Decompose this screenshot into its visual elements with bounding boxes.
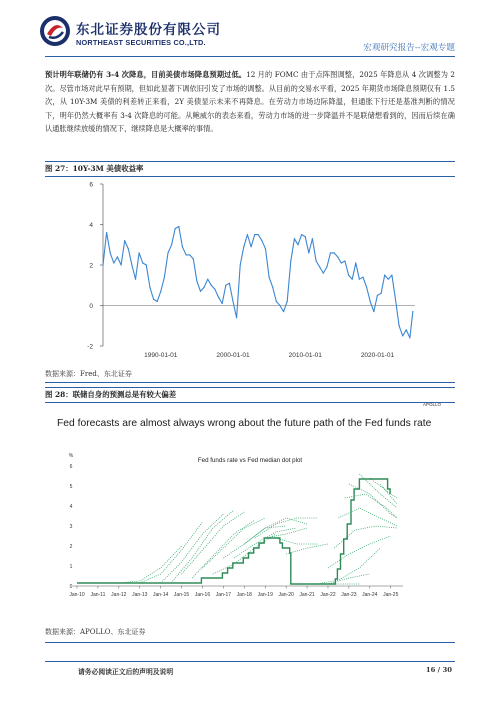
paragraph-body: 12 月的 FOMC 由于点阵图调整，2025 年降息从 4 次调整为 2 次。尽管市场对此早有预期，但如此显著下调依旧引发了市场的调整。从目前的交易水平看，2025 年期货市场降息预期仅有 1.5 次，从 10Y-3M 美债的利差转正来看，2Y 美债显示未来不再降息。在劳动力市场边际降温，但通胀下行还是基准判断的情况下，明年仍然大概率有 3-4 次降息的可能。从鲍威尔的表态来看，劳动力市场的进一步降温并不是联储想看到的，因而后续在确认通胀继续放缓的情况下，继续降息是大概率的事情。: [45, 70, 455, 134]
spread-data-point: [399, 325, 400, 326]
spread-data-point: [222, 303, 223, 304]
spread-data-point: [290, 260, 291, 261]
spread-data-point: [402, 335, 403, 336]
spread-data-point: [106, 232, 107, 233]
y-tick-label: -2: [87, 343, 93, 351]
spread-data-point: [297, 244, 298, 245]
y-tick-label: 1: [69, 563, 73, 570]
company-logo-icon: [38, 14, 72, 48]
spread-data-point: [272, 287, 273, 288]
spread-data-point: [240, 264, 241, 265]
x-tick-label: 2000-01-01: [216, 352, 250, 359]
x-tick-label: Jan-12: [111, 592, 127, 598]
dot-plot-path: [345, 494, 397, 518]
dot-plot-path: [213, 534, 276, 574]
spread-data-point: [366, 287, 367, 288]
spread-data-point: [247, 234, 248, 235]
spread-data-point: [412, 311, 413, 312]
spread-data-point: [211, 285, 212, 286]
dot-plot-path: [223, 526, 286, 558]
dot-plot-path: [307, 574, 370, 584]
chart-28-title: Fed forecasts are almost always wrong about the future path of the Fed funds rate: [57, 418, 432, 429]
spread-data-point: [305, 236, 306, 237]
spread-data-point: [204, 287, 205, 288]
x-tick-label: Jan-13: [132, 592, 148, 598]
dot-plot-path: [286, 544, 328, 554]
spread-data-point: [236, 317, 237, 318]
x-tick-label: 2020-01-01: [360, 352, 395, 359]
spread-data-point: [175, 228, 176, 229]
spread-data-point: [102, 264, 103, 265]
x-tick-label: Jan-11: [90, 592, 106, 598]
spread-data-point: [391, 275, 392, 276]
spread-data-point: [352, 279, 353, 280]
spread-data-point: [334, 252, 335, 253]
spread-data-point: [225, 285, 226, 286]
x-tick-label: Jan-19: [257, 592, 273, 598]
spread-data-point: [348, 275, 349, 276]
spread-data-point: [113, 262, 114, 263]
spread-data-point: [287, 301, 288, 302]
spread-data-point: [294, 238, 295, 239]
spread-data-point: [214, 289, 215, 290]
figure-28-divider: [45, 642, 455, 643]
x-tick-label: 2010-01-01: [288, 352, 322, 359]
spread-data-point: [254, 234, 255, 235]
dot-plot-path: [140, 522, 203, 583]
y-tick-label: 4: [89, 221, 93, 229]
spread-data-point: [149, 287, 150, 288]
y-axis-unit-label: %: [68, 453, 74, 459]
x-tick-label: Jan-18: [236, 592, 252, 598]
x-tick-label: Jan-15: [173, 592, 190, 598]
spread-data-point: [323, 273, 324, 274]
paragraph-lead: 预计明年联储仍有 3-4 次降息，目前美债市场降息预期过低。: [45, 70, 247, 79]
spread-data-point: [229, 283, 230, 284]
spread-data-point: [330, 252, 331, 253]
spread-data-point: [189, 254, 190, 255]
x-tick-label: Jan-23: [341, 592, 357, 598]
figure-27-caption: 图 27：10Y-3M 美债收益率: [45, 161, 455, 177]
figure-28-source: 数据来源：APOLLO、东北证券: [45, 628, 146, 636]
x-tick-label: Jan-14: [153, 592, 169, 598]
fed-dot-plot-chart-svg: [45, 402, 455, 624]
spread-data-point: [139, 252, 140, 253]
spread-data-point: [359, 279, 360, 280]
spread-data-point: [406, 329, 407, 330]
spread-data-point: [164, 277, 165, 278]
spread-data-point: [117, 256, 118, 257]
spread-data-point: [193, 258, 194, 259]
y-tick-label: 6: [69, 463, 73, 470]
body-paragraph: [45, 68, 455, 136]
spread-data-point: [196, 281, 197, 282]
spread-data-point: [276, 301, 277, 302]
spread-data-point: [344, 260, 345, 261]
spread-data-point: [380, 293, 381, 294]
spread-data-point: [301, 234, 302, 235]
spread-data-point: [341, 262, 342, 263]
spread-data-point: [110, 252, 111, 253]
spread-data-point: [120, 264, 121, 265]
spread-data-point: [373, 311, 374, 312]
spread-data-point: [384, 275, 385, 276]
x-tick-label: Jan-10: [69, 592, 85, 598]
spread-data-point: [128, 248, 129, 249]
spread-data-point: [355, 262, 356, 263]
spread-data-point: [131, 264, 132, 265]
y-tick-label: 5: [69, 483, 73, 490]
spread-data-point: [171, 244, 172, 245]
figure-27-source: 数据来源：Fred、东北证券: [45, 370, 132, 378]
page-header: [0, 0, 500, 62]
spread-data-point: [146, 264, 147, 265]
spread-series-line: [103, 227, 413, 338]
spread-data-point: [265, 248, 266, 249]
spread-data-point: [135, 279, 136, 280]
page-number: 16 / 30: [425, 666, 452, 674]
x-tick-label: Jan-22: [320, 592, 336, 598]
spread-data-point: [370, 301, 371, 302]
x-tick-label: Jan-16: [194, 592, 211, 598]
spread-data-point: [178, 226, 179, 227]
y-tick-label: 0: [89, 302, 93, 310]
spread-data-point: [167, 252, 168, 253]
spread-data-point: [182, 246, 183, 247]
y-tick-label: 6: [89, 181, 93, 189]
spread-data-point: [200, 291, 201, 292]
y-tick-label: 2: [89, 262, 93, 270]
spread-data-point: [232, 301, 233, 302]
spread-data-point: [283, 311, 284, 312]
spread-data-point: [207, 279, 208, 280]
spread-data-point: [250, 246, 251, 247]
dot-plot-path: [328, 536, 391, 568]
x-tick-label: 1990-01-01: [144, 352, 178, 359]
spread-data-point: [258, 234, 259, 235]
disclaimer-note: 请务必阅读正文后的声明及说明: [78, 668, 174, 676]
spread-data-point: [142, 262, 143, 263]
dot-plot-path: [171, 510, 234, 583]
spread-data-point: [409, 337, 410, 338]
x-tick-label: Jan-24: [362, 592, 378, 598]
dot-plot-path: [318, 548, 381, 584]
dot-plot-path: [182, 512, 245, 574]
y-tick-label: 0: [69, 583, 73, 590]
header-divider: [45, 56, 455, 57]
dot-plot-path: [161, 514, 224, 583]
fed-funds-rate-line: [77, 479, 390, 584]
figure-27-divider: [45, 382, 455, 383]
spread-data-point: [308, 252, 309, 253]
spread-data-point: [153, 299, 154, 300]
yield-spread-chart-svg: [45, 176, 455, 366]
spread-data-point: [124, 240, 125, 241]
fed-dot-plot-chart: [45, 402, 455, 624]
x-tick-label: Jan-25: [383, 592, 399, 598]
dot-plot-path: [119, 546, 182, 583]
footer-divider: [45, 661, 455, 662]
chart-28-subtitle: Fed funds rate vs Fed median dot plot: [197, 457, 303, 464]
yield-spread-chart: [45, 176, 455, 366]
apollo-brand: APOLLO: [423, 402, 442, 407]
dot-plot-path: [338, 508, 397, 526]
y-tick-label: 2: [69, 543, 73, 550]
spread-data-point: [261, 240, 262, 241]
dot-plot-path: [234, 528, 297, 558]
spread-data-point: [269, 277, 270, 278]
figure-28-caption: 图 28：联储自身的预测总是有较大偏差: [45, 387, 455, 403]
y-tick-label: 3: [69, 523, 73, 530]
company-name-cn: 东北证券股份有限公司: [76, 22, 221, 38]
spread-data-point: [377, 295, 378, 296]
spread-data-point: [218, 297, 219, 298]
spread-data-point: [157, 301, 158, 302]
report-type-label: 宏观研究报告--宏观专题: [363, 43, 455, 53]
x-tick-label: Jan-17: [215, 592, 232, 598]
spread-data-point: [337, 256, 338, 257]
dot-plot-path: [255, 518, 318, 538]
spread-data-point: [315, 260, 316, 261]
spread-data-point: [243, 246, 244, 247]
spread-data-point: [319, 266, 320, 267]
spread-data-point: [279, 305, 280, 306]
y-tick-label: 4: [69, 503, 73, 510]
company-name-en: NORTHEAST SECURITIES CO.,LTD.: [76, 38, 206, 47]
x-tick-label: Jan-20: [278, 592, 294, 598]
spread-data-point: [362, 277, 363, 278]
spread-data-point: [388, 279, 389, 280]
spread-data-point: [395, 299, 396, 300]
spread-data-point: [312, 238, 313, 239]
x-tick-label: Jan-21: [299, 592, 315, 598]
spread-data-point: [326, 266, 327, 267]
spread-data-point: [160, 291, 161, 292]
dot-plot-path: [265, 528, 307, 538]
spread-data-point: [185, 254, 186, 255]
